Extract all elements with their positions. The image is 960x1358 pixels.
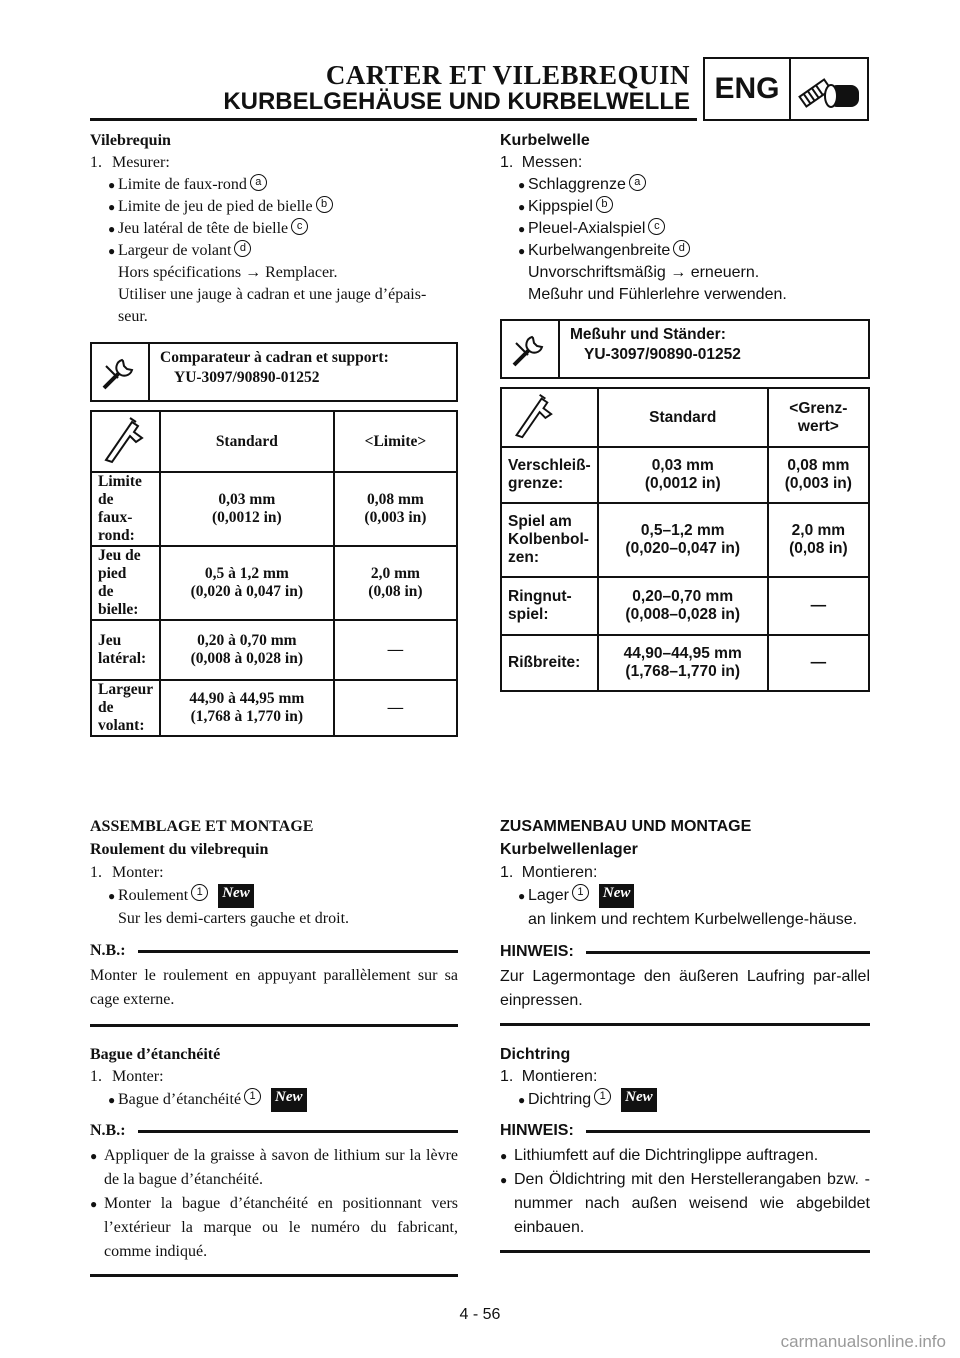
note-text: Unvorschriftsmäßig → erneuern.: [528, 264, 760, 281]
row-standard: 0,03 mm (0,0012 in): [160, 472, 334, 546]
wrench-icon: [92, 344, 150, 400]
section-title: ASSEMBLAGE ET MONTAGE: [90, 818, 314, 835]
nb-item: ● Appliquer de la graisse à savon de lithium sur la lèvre de la bague d’étanchéité.: [90, 1147, 458, 1188]
nb-item: ● Den Öldichtring mit den Herstellerangaben bzw. -nummer nach außen weisend wie abgebildet einbauen.: [500, 1171, 870, 1236]
header-title-fr: CARTER ET VILEBREQUIN: [325, 60, 690, 90]
nb-text: Monter le roulement en appuyant parallèlement sur sa cage externe.: [90, 967, 458, 1008]
callout-symbol: c: [291, 218, 308, 235]
note-text: Utiliser une jauge à cadran et une jauge d’épais-: [118, 286, 427, 303]
nb-end-rule: [500, 1023, 870, 1026]
row-limit: —: [768, 635, 869, 691]
row-limit: 2,0 mm (0,08 in): [334, 546, 457, 620]
list-item: ● Jeu latéral de tête de bielle c: [108, 218, 458, 240]
left-section-crankshaft: [90, 130, 458, 328]
section-heading: Roulement du vilebrequin: [90, 841, 269, 858]
row-label: Limite de faux-rond:: [91, 472, 160, 546]
step-line: 1. Montieren:: [500, 1068, 598, 1085]
list-item: ● Schlaggrenze a: [518, 174, 870, 196]
tool-code: YU-3097/90890-01252: [174, 369, 320, 386]
new-badge: New: [621, 1088, 657, 1112]
row-limit: 0,08 mm (0,003 in): [334, 472, 457, 546]
step-line: 1. Monter:: [90, 1068, 164, 1085]
callout-symbol: d: [673, 240, 690, 257]
caliper-icon: [91, 411, 160, 472]
row-standard: 0,20–0,70 mm (0,008–0,028 in): [598, 577, 768, 635]
header-standard: Standard: [598, 388, 768, 447]
section-heading: Bague d’étanchéité: [90, 1046, 221, 1063]
step-line: [90, 152, 458, 174]
row-standard: 44,90–44,95 mm (1,768–1,770 in): [598, 635, 768, 691]
table-row: [501, 503, 869, 577]
new-badge: New: [599, 884, 635, 908]
step-label: Mesurer:: [112, 154, 170, 171]
section-badge: [703, 57, 869, 121]
list-item: ● Largeur de volant d: [108, 240, 458, 262]
row-label: Ringnut- spiel:: [501, 577, 598, 635]
callout-symbol: a: [250, 174, 267, 191]
row-standard: 0,20 à 0,70 mm (0,008 à 0,028 in): [160, 620, 334, 680]
nb-heading: HINWEIS:: [500, 1122, 870, 1140]
table-row: [501, 635, 869, 691]
row-limit: 2,0 mm (0,08 in): [768, 503, 869, 577]
list-item: ● Bague d’étanchéité 1 New: [108, 1088, 458, 1112]
row-limit: 0,08 mm (0,003 in): [768, 447, 869, 503]
row-label: Spiel am Kolbenbol- zen:: [501, 503, 598, 577]
section-heading: Vilebrequin: [90, 132, 171, 149]
row-label: Largeur de volant:: [91, 680, 160, 736]
section-title: ZUSAMMENBAU UND MONTAGE: [500, 818, 752, 835]
row-limit: —: [768, 577, 869, 635]
tool-name: Meßuhr und Ständer:: [570, 326, 726, 343]
tool-name: Comparateur à cadran et support:: [160, 349, 389, 366]
item-text: Largeur de volant: [118, 242, 232, 259]
table-row: [501, 577, 869, 635]
item-text: Limite de faux-rond: [118, 176, 247, 193]
callout-symbol: 1: [594, 1088, 611, 1105]
list-item: ● Limite de faux-rond a: [108, 174, 458, 196]
sub-text: an linkem und rechtem Kurbelwellenge-häuse.: [528, 911, 858, 928]
engine-wrench-icon: [791, 59, 867, 119]
spec-table-fr: [90, 410, 458, 737]
new-badge: New: [218, 884, 254, 908]
nb-end-rule: [90, 1274, 458, 1277]
table-row: [91, 620, 457, 680]
callout-symbol: c: [648, 218, 665, 235]
header-rule: [90, 118, 697, 121]
right-section-crankshaft: [500, 130, 870, 306]
callout-symbol: 1: [244, 1088, 261, 1105]
new-badge: New: [271, 1088, 307, 1112]
tool-box: [500, 319, 870, 379]
list-item: ● Roulement 1 New: [108, 884, 458, 908]
nb-end-rule: [90, 1024, 458, 1027]
wrench-icon: [502, 321, 560, 377]
list-item: ● Kippspiel b: [518, 196, 870, 218]
list-item: ● Dichtring 1 New: [518, 1088, 870, 1112]
right-section-seal: [500, 1044, 870, 1253]
callout-symbol: b: [316, 196, 333, 213]
item-text: Jeu latéral de tête de bielle: [118, 220, 289, 237]
spec-table-de: [500, 387, 870, 692]
section-heading: Kurbelwellenlager: [500, 841, 638, 858]
item-text: Limite de jeu de pied de bielle: [118, 198, 313, 215]
row-limit: —: [334, 680, 457, 736]
callout-symbol: a: [629, 174, 646, 191]
header-title-de: KURBELGEHÄUSE UND KURBELWELLE: [223, 88, 690, 115]
section-heading: Dichtring: [500, 1046, 571, 1063]
step-line: 1. Monter:: [90, 864, 164, 881]
header-limit: <Limite>: [334, 411, 457, 472]
table-header-row: [91, 411, 457, 472]
nb-text: Zur Lagermontage den äußeren Laufring par-allel einpressen.: [500, 968, 870, 1009]
note-text: Hors spécifications → Remplacer.: [118, 264, 338, 281]
row-standard: 0,5 à 1,2 mm (0,020 à 0,047 in): [160, 546, 334, 620]
right-section-bearing: [500, 816, 870, 1026]
row-label: Jeu latéral:: [91, 620, 160, 680]
note-text: Meßuhr und Fühlerlehre verwenden.: [528, 286, 787, 303]
callout-symbol: d: [234, 240, 251, 257]
watermark: carmanualsonline.info: [780, 1332, 946, 1351]
section-heading: Kurbelwelle: [500, 132, 590, 149]
header-limit: <Grenz- wert>: [768, 388, 869, 447]
table-row: [501, 447, 869, 503]
row-standard: 0,5–1,2 mm (0,020–0,047 in): [598, 503, 768, 577]
callout-symbol: b: [596, 196, 613, 213]
table-row: [91, 680, 457, 736]
nb-item: ● Monter la bague d’étanchéité en positionnant vers l’extérieur la marque ou le numéro du fabricant, comme indiqué.: [90, 1195, 458, 1260]
list-item: ● Kurbelwangenbreite d: [518, 240, 870, 262]
step-line: 1. Montieren:: [500, 864, 598, 881]
row-label: Jeu de pied de bielle:: [91, 546, 160, 620]
list-item: ● Limite de jeu de pied de bielle b: [108, 196, 458, 218]
list-item: ● Pleuel-Axialspiel c: [518, 218, 870, 240]
step-line: 1. Messen:: [500, 154, 583, 171]
row-label: Rißbreite:: [501, 635, 598, 691]
list-item: ● Lager 1 New: [518, 884, 870, 908]
row-standard: 0,03 mm (0,0012 in): [598, 447, 768, 503]
callout-symbol: 1: [191, 884, 208, 901]
left-section-seal: [90, 1044, 458, 1277]
nb-heading: HINWEIS:: [500, 943, 870, 961]
badge-label: ENG: [705, 59, 791, 119]
nb-end-rule: [500, 1250, 870, 1253]
left-section-bearing: [90, 816, 458, 1027]
table-row: [91, 472, 457, 546]
tool-box: [90, 342, 458, 398]
nb-heading: N.B.:: [90, 942, 458, 960]
nb-heading: N.B.:: [90, 1122, 458, 1140]
page-number: 4 - 56: [459, 1306, 501, 1323]
row-limit: —: [334, 620, 457, 680]
step-number: 1.: [90, 154, 102, 171]
nb-item: ● Lithiumfett auf die Dichtringlippe auftragen.: [500, 1147, 819, 1164]
row-standard: 44,90 à 44,95 mm (1,768 à 1,770 in): [160, 680, 334, 736]
row-label: Verschleiß- grenze:: [501, 447, 598, 503]
sub-text: Sur les demi-carters gauche et droit.: [118, 910, 350, 927]
table-row: [91, 546, 457, 620]
callout-symbol: 1: [572, 884, 589, 901]
note-text: seur.: [118, 308, 148, 325]
tool-code: YU-3097/90890-01252: [584, 346, 741, 363]
caliper-icon: [501, 388, 598, 447]
table-header-row: [501, 388, 869, 447]
header-standard: Standard: [160, 411, 334, 472]
